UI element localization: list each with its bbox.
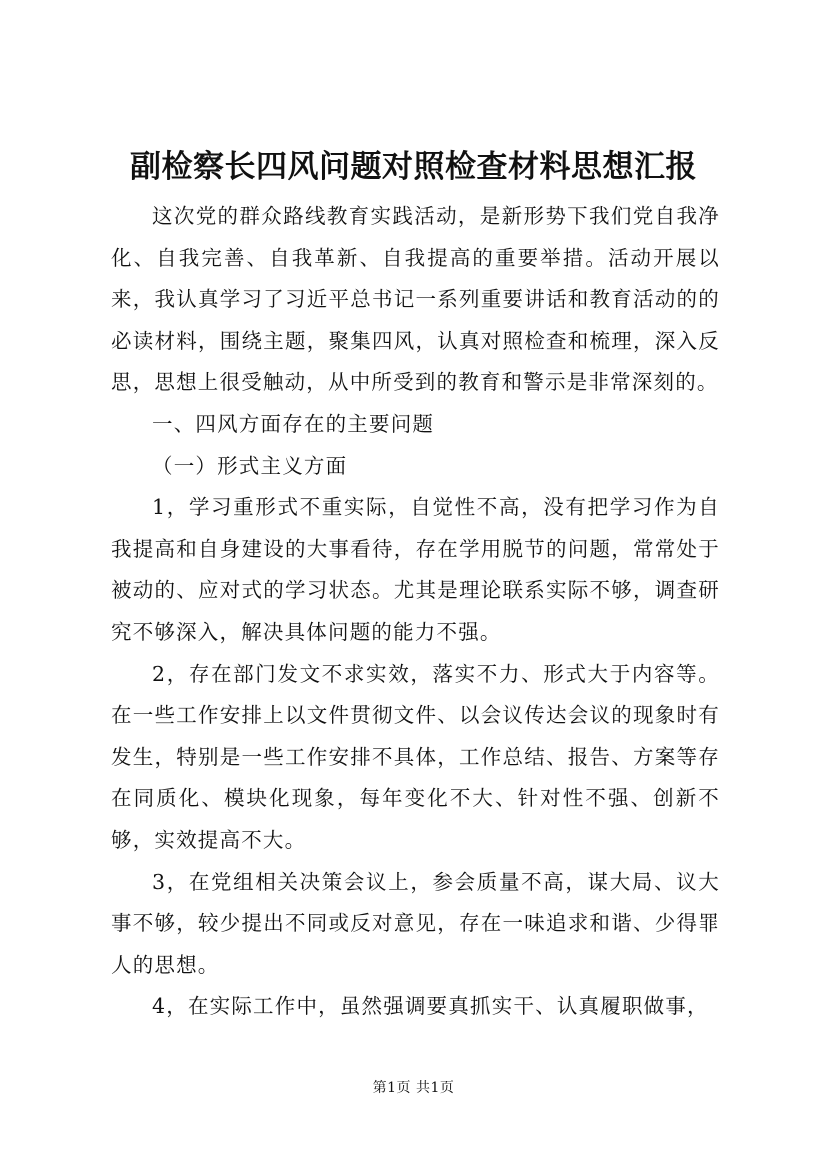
paragraph-item-2: 2，存在部门发文不求实效，落实不力、形式大于内容等。在一些工作安排上以文件贯彻文件、以会议传达会议的现象时有发生，特别是一些工作安排不具体，工作总结、报告、方案等存在同质化、模块化现象，每年变化不大、针对性不强、创新不够，实效提高不大。: [111, 661, 720, 852]
paragraph-item-3: 3，在党组相关决策会议上，参会质量不高，谋大局、议大事不够，较少提出不同或反对意见，存在一味追求和谐、少得罪人的思想。: [111, 869, 720, 977]
section-heading: 一、四风方面存在的主要问题: [152, 411, 435, 436]
subsection-heading: （一）形式主义方面: [152, 453, 348, 478]
paragraph-intro: 这次党的群众路线教育实践活动，是新形势下我们党自我净化、自我完善、自我革新、自我提高的重要举措。活动开展以来，我认真学习了习近平总书记一系列重要讲话和教育活动的的必读材料，围绕主题，聚集四风，认真对照检查和梳理，深入反思，思想上很受触动，从中所受到的教育和警示是非常深刻的。: [111, 204, 720, 395]
page-footer: 第1页 共1页: [372, 1080, 455, 1096]
document-title: 副检察长四风问题对照检查材料思想汇报: [130, 149, 697, 185]
document-body: [111, 196, 720, 1028]
paragraph-item-1: 1，学习重形式不重实际，自觉性不高，没有把学习作为自我提高和自身建设的大事看待，存在学用脱节的问题，常常处于被动的、应对式的学习状态。尤其是理论联系实际不够，调查研究不够深入，解决具体问题的能力不强。: [111, 495, 720, 644]
paragraph-item-4: 4，在实际工作中，虽然强调要真抓实干、认真履职做事，: [152, 994, 709, 1019]
